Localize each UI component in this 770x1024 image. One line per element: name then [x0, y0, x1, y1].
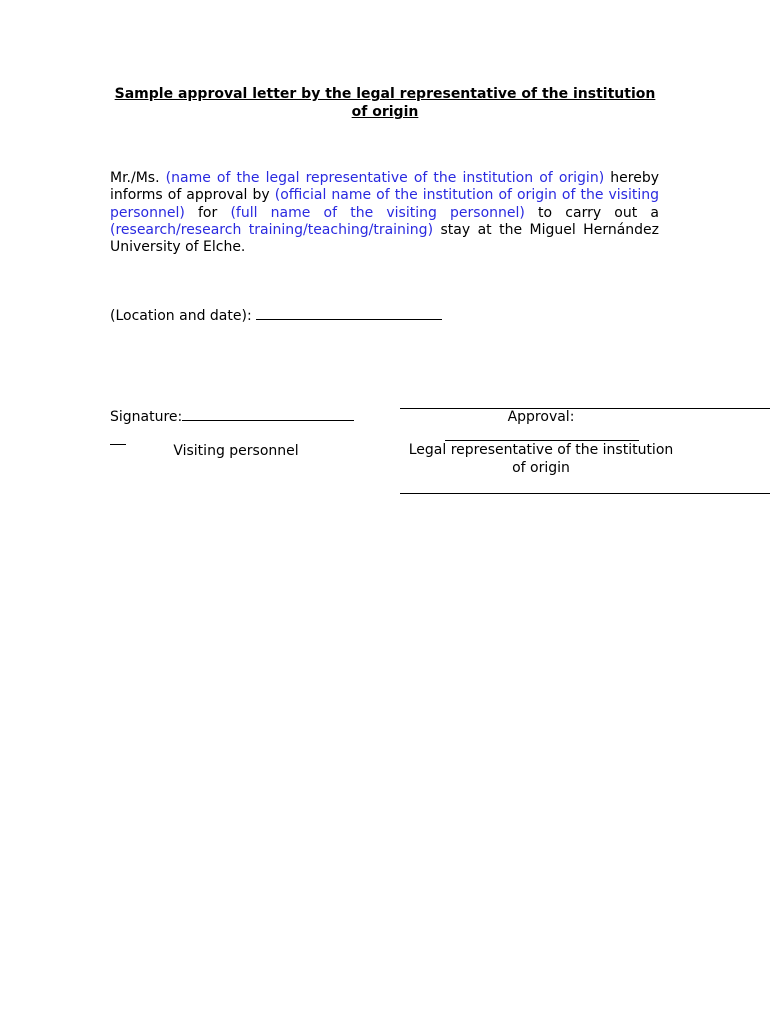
body-text-2: for [184, 204, 231, 221]
legal-representative-label: Legal representative of the institution of origin [408, 442, 674, 476]
approval-box-bottom-rule [400, 493, 770, 494]
visiting-personnel-label: Visiting personnel [173, 443, 299, 459]
document-title: Sample approval letter by the legal representative of the institution of origin [114, 86, 656, 120]
location-date-label: (Location and date): [110, 308, 252, 324]
signature-blank [182, 407, 354, 421]
salutation-prefix: Mr./Ms. [110, 170, 166, 186]
location-date-blank [256, 306, 442, 320]
body-text-1: hereby informs of approval by [110, 170, 659, 204]
body-text-3: to carry out a [524, 204, 659, 221]
placeholder-visiting-personnel-name: (full name of the visiting personnel) [230, 204, 525, 221]
placeholder-legal-representative: (name of the legal representative of the institution of origin) [165, 170, 605, 186]
body-paragraph [110, 170, 659, 256]
placeholder-institution-name: (official name of the institution of origin of the visiting personnel) [110, 187, 659, 221]
placeholder-stay-type: (research/research training/teaching/training) [110, 221, 434, 238]
approval-label: Approval: [507, 409, 575, 425]
body-text-4: stay at the Miguel Hernández University of Elche. [110, 221, 660, 256]
signature-label: Signature: [110, 409, 183, 425]
approval-signature-blank [445, 430, 639, 441]
signature-line [110, 407, 354, 426]
location-date-line [110, 306, 442, 325]
